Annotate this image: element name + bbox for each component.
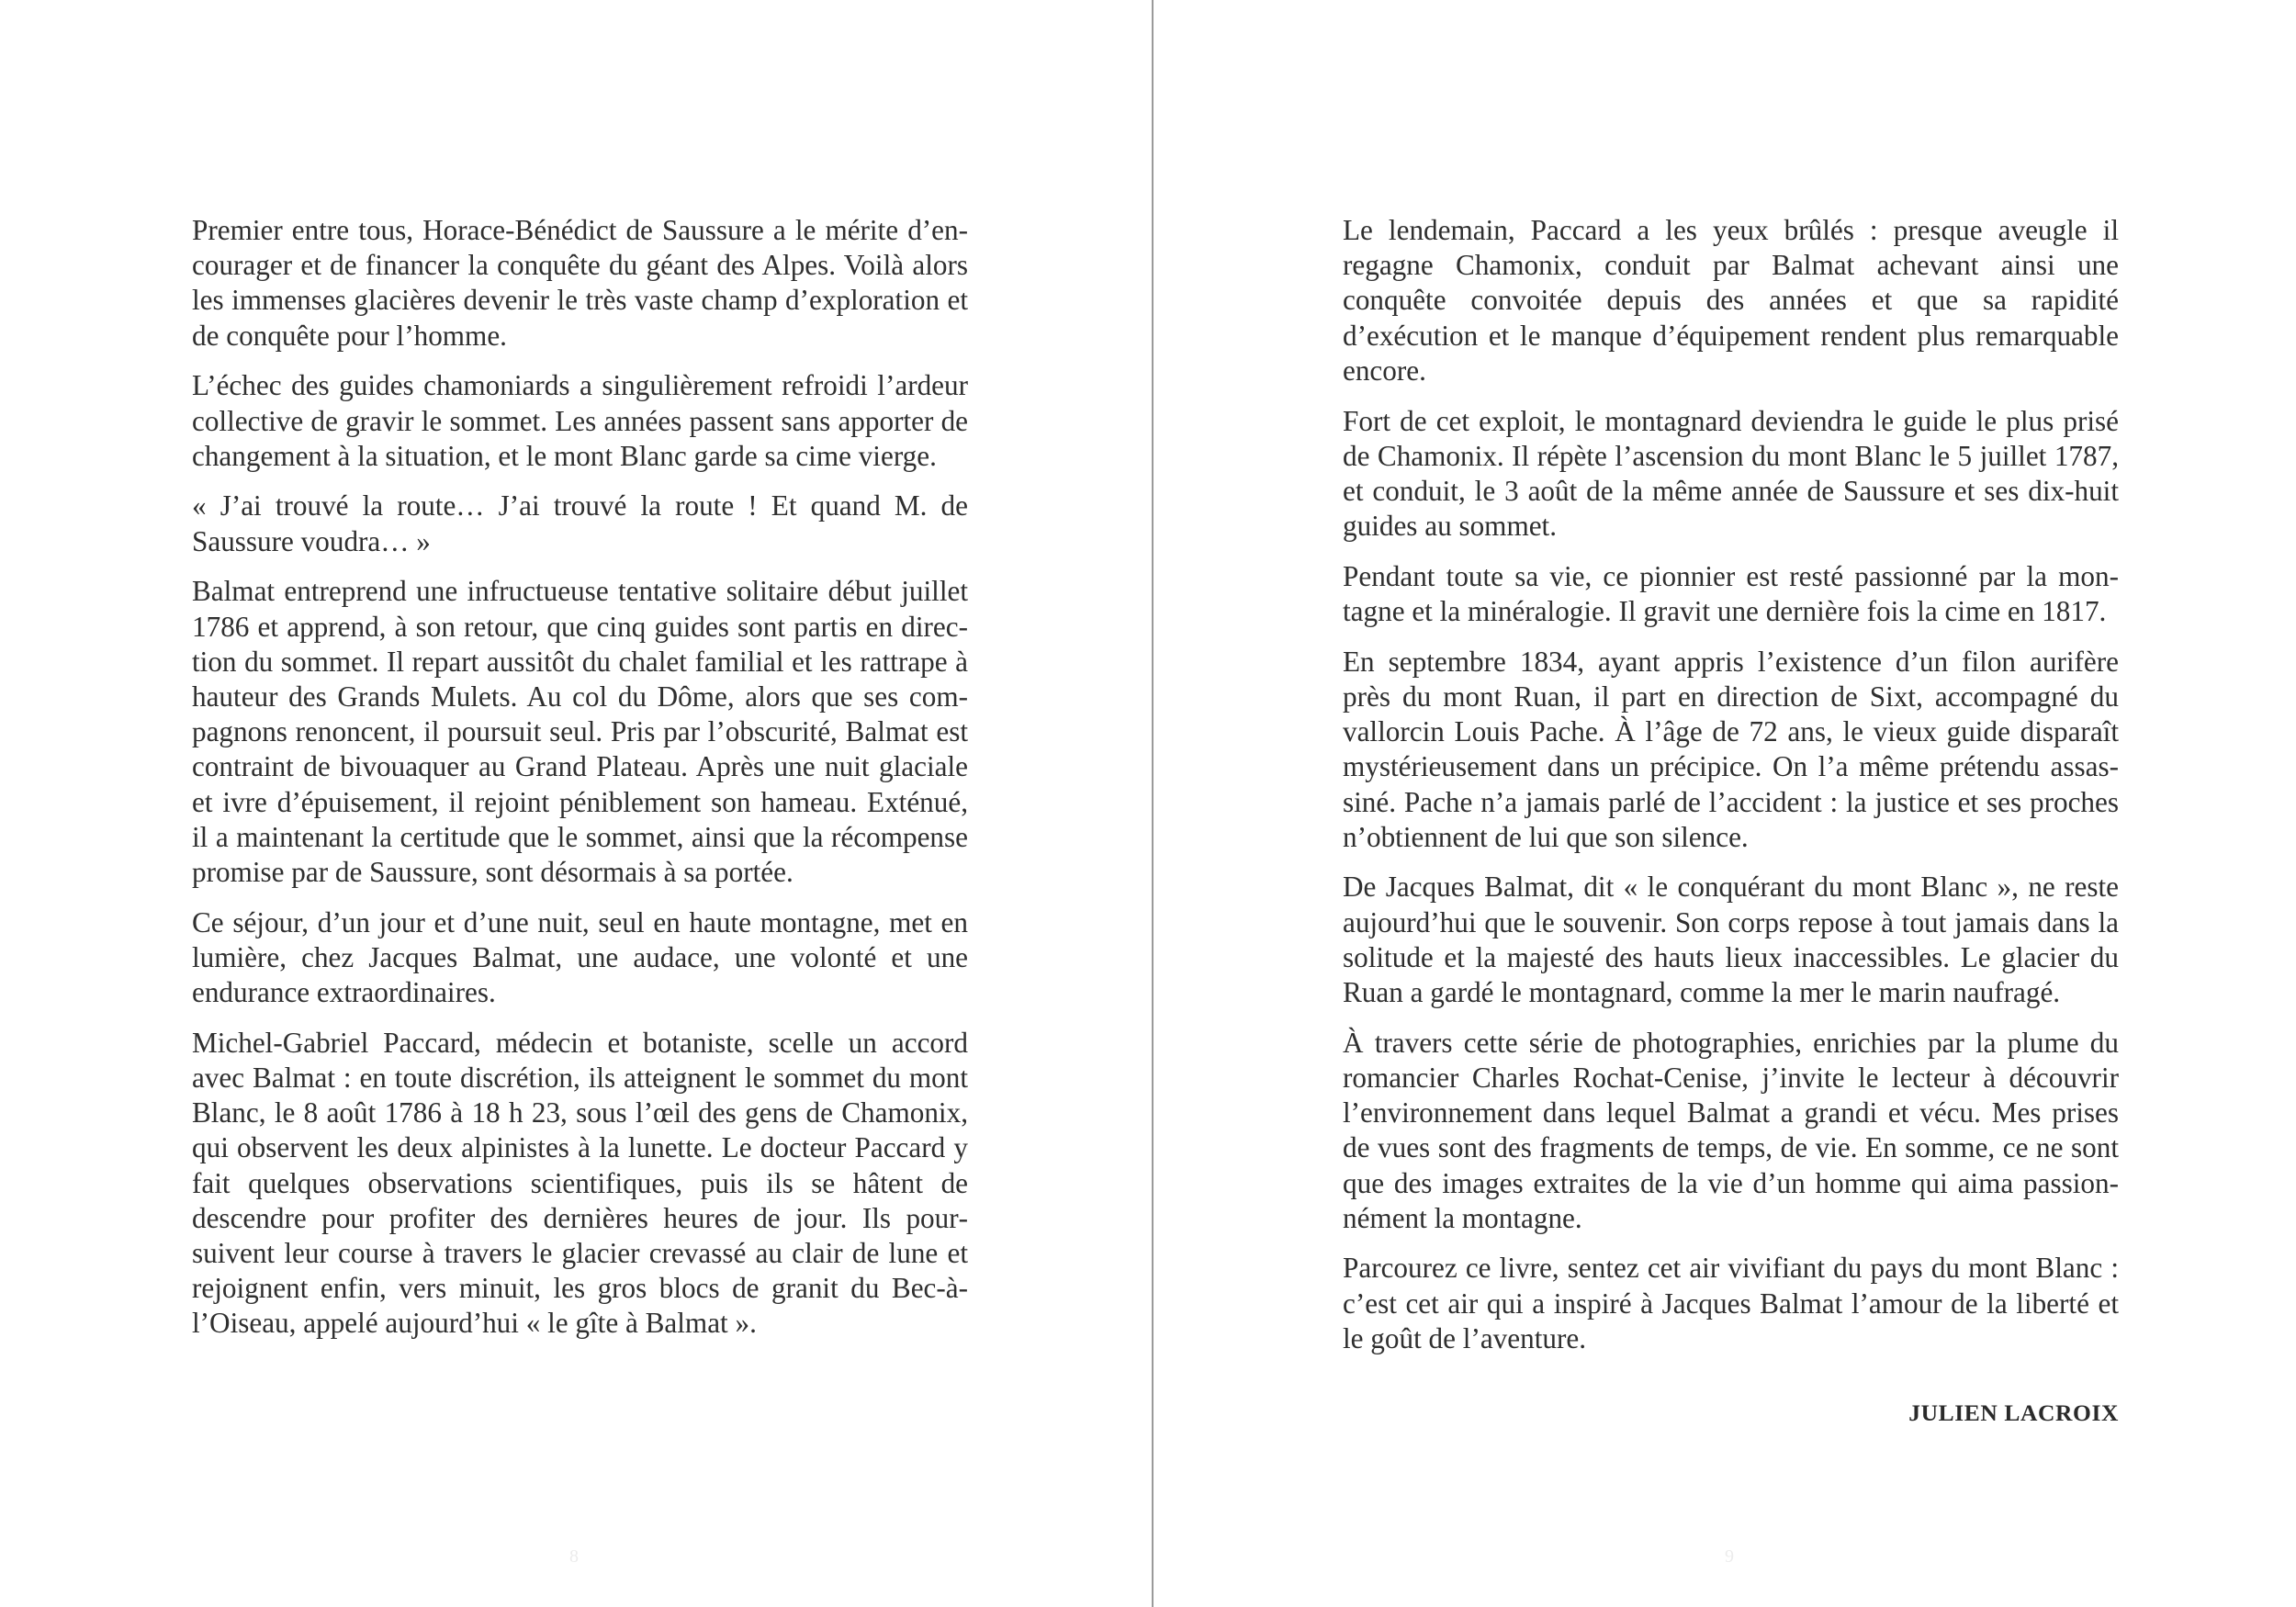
- paragraph: Michel-Gabriel Paccard, médecin et botaniste, scelle un accord avec Balmat : en toute discrétion, ils atteignent le sommet du mont Blanc, le 8 août 1786 à 18 h 23, sous l’œil des gens de Chamonix, qui observent les deux alpinistes à la lunette. Le docteur Paccard y fait quelques observations scientifiques, puis ils se hâtent de descendre pour profiter des dernières heures de jour. Ils poursuivent leur course à travers le glacier crevassé au clair de lune et rejoignent enfin, vers minuit, les gros blocs de granit du Bec-à-l’Oiseau, appelé aujourd’hui « le gîte à Balmat ».: [192, 1026, 968, 1340]
- right-page: [1154, 0, 2296, 1607]
- paragraph: De Jacques Balmat, dit « le conquérant du mont Blanc », ne reste aujourd’hui que le souvenir. Son corps repose à tout jamais dans la solitude et la majesté des hauts lieux inaccessibles. Le glacier du Ruan a gardé le montagnard, comme la mer le marin naufragé.: [1343, 871, 2119, 1009]
- paragraph: Fort de cet exploit, le montagnard deviendra le guide le plus prisé de Chamonix. Il répète l’ascension du mont Blanc le 5 juillet 1787, et conduit, le 3 août de la même année de Saussure et ses dix-huit guides au sommet.: [1343, 404, 2119, 543]
- paragraph: L’échec des guides chamoniards a singulièrement refroidi l’ardeur collective de gravir le sommet. Les années passent sans apporter de changement à la situation, et le mont Blanc garde sa cime vierge.: [192, 369, 968, 472]
- right-text-block: [1343, 213, 2119, 1372]
- paragraph: Balmat entreprend une infructueuse tentative solitaire début juillet 1786 et apprend, à son retour, que cinq guides sont partis en direction du sommet. Il repart aussitôt du chalet familial et les rattrape à hauteur des Grands Mulets. Au col du Dôme, alors que ses compagnons renoncent, il poursuit seul. Pris par l’obscurité, Balmat est contraint de bivouaquer au Grand Plateau. Après une nuit glaciale et ivre d’épuisement, il rejoint péniblement son hameau. Exténué, il a maintenant la certitude que le sommet, ainsi que la récompense promise par de Saussure, sont désormais à sa portée.: [192, 575, 968, 888]
- paragraph: Ce séjour, d’un jour et d’une nuit, seul en haute montagne, met en lumière, chez Jacques Balmat, une audace, une volonté et une endurance extraordinaires.: [192, 905, 968, 1009]
- paragraph: Parcourez ce livre, sentez cet air vivifiant du pays du mont Blanc : c’est cet air qui a inspiré à Jacques Balmat l’amour de la liberté et le goût de l’aventure.: [1343, 1252, 2119, 1354]
- page-number: 8: [569, 1546, 579, 1567]
- quote-paragraph: « J’ai trouvé la route… J’ai trouvé la route ! Et quand M. de Saussure voudra… »: [192, 489, 968, 557]
- paragraph: Pendant toute sa vie, ce pionnier est resté passionné par la montagne et la minéralogie. Il gravit une dernière fois la cime en 1817.: [1343, 559, 2119, 628]
- page-number: 9: [1725, 1546, 1734, 1567]
- paragraph: Le lendemain, Paccard a les yeux brûlés : presque aveugle il regagne Chamonix, conduit par Balmat achevant ainsi une conquête convoitée depuis des années et que sa rapidité d’exécution et le manque d’équipement rendent plus remarquable encore.: [1343, 214, 2119, 387]
- paragraph: Premier entre tous, Horace-Bénédict de Saussure a le mérite d’encourager et de financer la conquête du géant des Alpes. Voilà alors les immenses glacières devenir le très vaste champ d’exploration et de conquête pour l’homme.: [192, 214, 968, 352]
- left-text-block: [192, 213, 968, 1356]
- paragraph: À travers cette série de photographies, enrichies par la plume du romancier Charles Rochat-Cenise, j’invite le lecteur à découvrir l’environnement dans lequel Balmat a grandi et vécu. Mes prises de vues sont des fragments de temps, de vie. En somme, ce ne sont que des images extraites de la vie d’un homme qui aima passionnément la montagne.: [1343, 1026, 2119, 1234]
- author-signature: JULIEN LACROIX: [1908, 1399, 2119, 1426]
- paragraph: En septembre 1834, ayant appris l’existence d’un filon aurifère près du mont Ruan, il part en direction de Sixt, accompagné du vallorcin Louis Pache. À l’âge de 72 ans, le vieux guide disparaît mystérieusement dans un précipice. On l’a même prétendu assassiné. Pache n’a jamais parlé de l’accident : la justice et ses proches n’obtiennent de lui que son silence.: [1343, 645, 2119, 853]
